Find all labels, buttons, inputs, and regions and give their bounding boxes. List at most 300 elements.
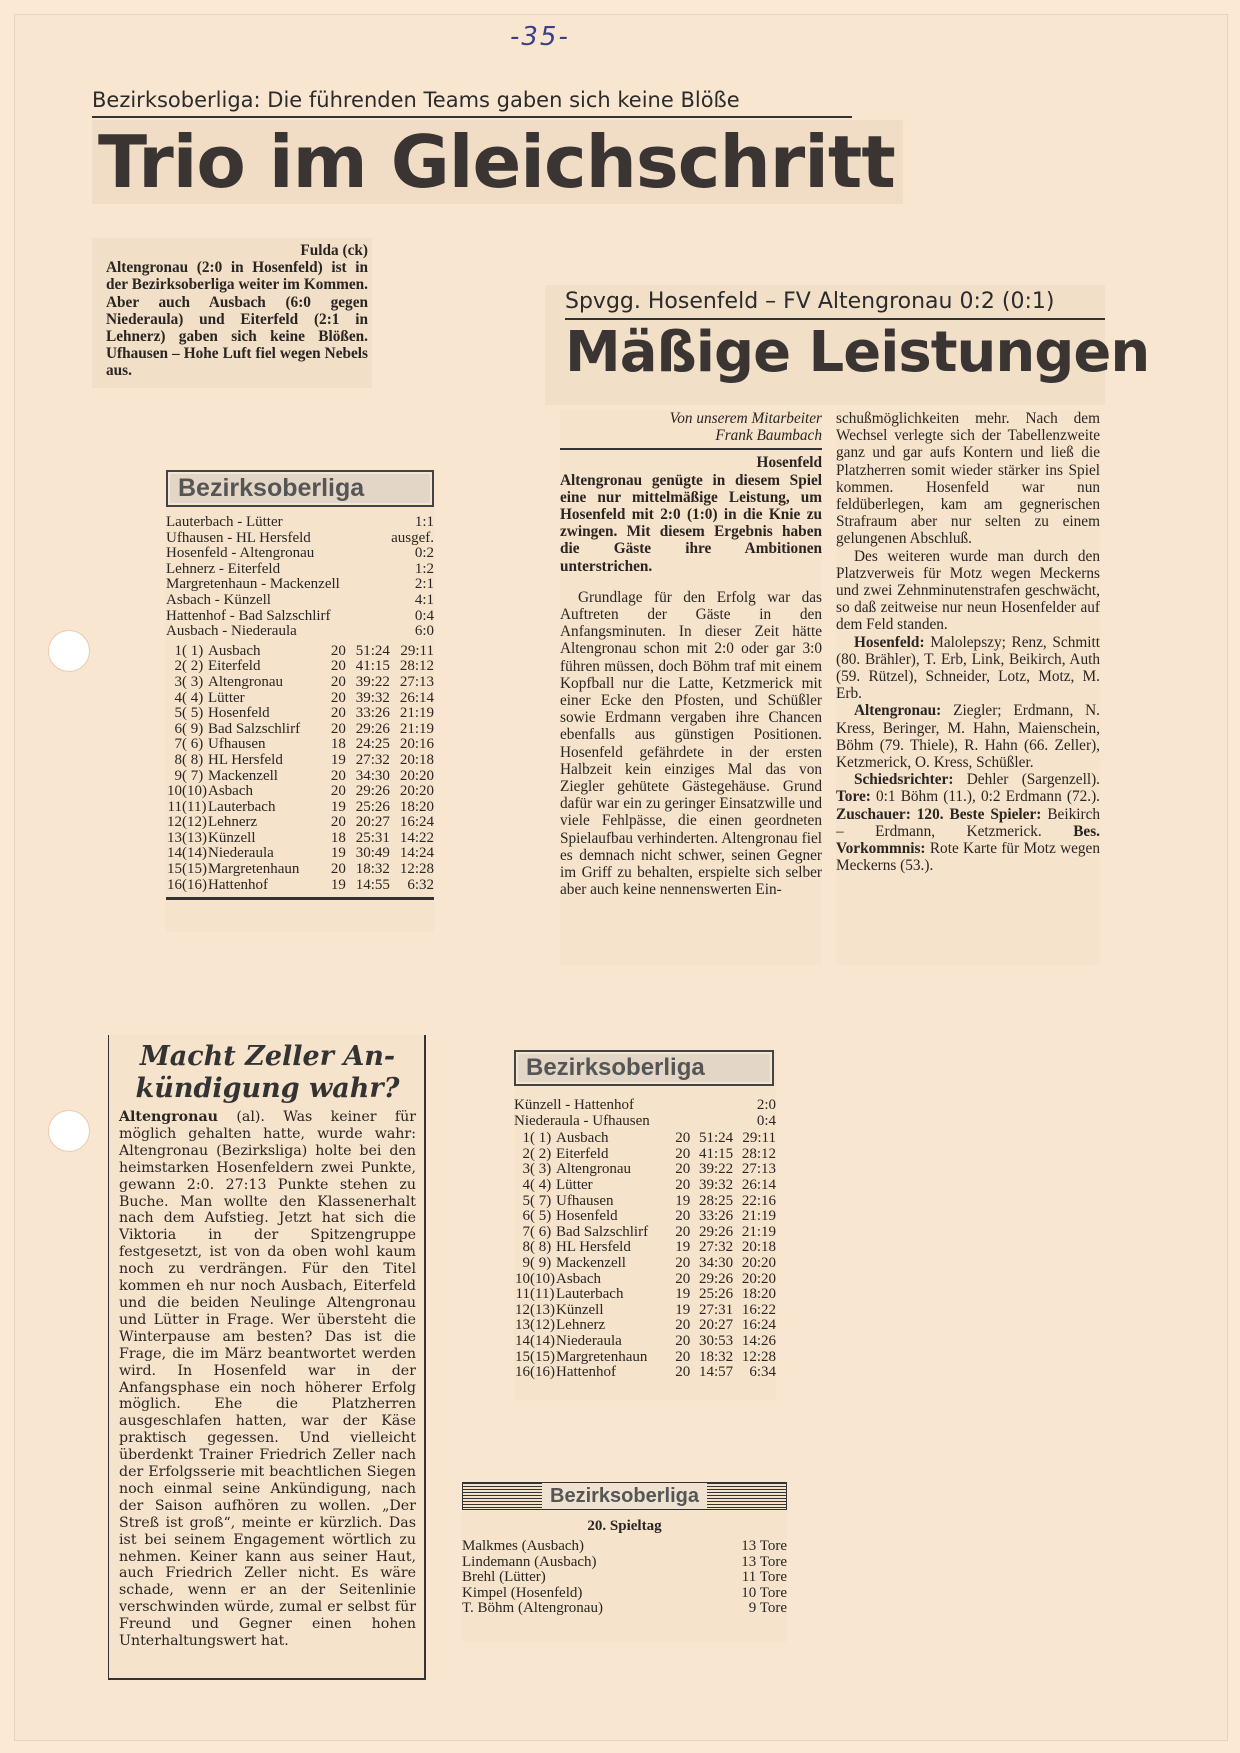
lineup-away: Ziegler; Erdmann, N. Kress, Beringer, M. Hahn, Maienschein, Böhm (79. Thiele), R. Hahn (66. Zeller), Ketzmerick, O. Kress, Schüßler. xyxy=(836,702,1100,772)
goals: 33:26 xyxy=(698,1208,734,1225)
standings-row xyxy=(166,722,434,738)
goals: 0:1 Böhm (11.), 0:2 Erdmann (72.). xyxy=(876,788,1100,806)
match: Ausbach - Niederaula xyxy=(166,623,297,640)
position: 6 xyxy=(522,1208,530,1225)
position: 15 xyxy=(167,861,182,878)
team: Lehnerz xyxy=(556,1317,606,1334)
games: 19 xyxy=(330,876,346,893)
standings-row xyxy=(514,1334,776,1350)
position: 15 xyxy=(515,1348,530,1365)
previous-position: ( 6) xyxy=(530,1223,552,1240)
previous-position: (15) xyxy=(182,861,207,878)
previous-position: ( 6) xyxy=(182,736,204,753)
goals: 29:26 xyxy=(698,1270,734,1287)
scorer-name: T. Böhm (Altengronau) xyxy=(462,1600,603,1617)
standings-row xyxy=(514,1303,776,1319)
goals: 41:15 xyxy=(355,658,390,675)
points: 20:18 xyxy=(399,751,434,768)
headline-line-2: kündigung wahr? xyxy=(135,1073,400,1104)
previous-position: ( 5) xyxy=(182,705,204,722)
result-row xyxy=(166,546,434,562)
position: 1 xyxy=(522,1130,530,1147)
standings-row xyxy=(166,691,434,707)
score: 0:4 xyxy=(414,607,434,624)
scorer-name: Malkmes (Ausbach) xyxy=(462,1538,585,1554)
referee: Dehler (Sargenzell). xyxy=(966,771,1100,789)
position: 8 xyxy=(522,1239,530,1256)
team: Asbach xyxy=(556,1270,601,1287)
previous-position: ( 5) xyxy=(530,1208,552,1225)
previous-position: ( 1) xyxy=(530,1130,552,1147)
score: 0:2 xyxy=(414,545,434,562)
match: Asbach - Künzell xyxy=(166,591,271,608)
scorer-row xyxy=(462,1555,787,1571)
points: 14:22 xyxy=(399,829,434,846)
previous-position: ( 2) xyxy=(182,658,204,675)
standings-row xyxy=(166,769,434,785)
standings-row xyxy=(166,675,434,691)
position: 16 xyxy=(515,1364,530,1381)
goals: 14:57 xyxy=(698,1364,734,1381)
points: 20:20 xyxy=(399,783,434,800)
result-row xyxy=(166,593,434,609)
goals: 27:32 xyxy=(355,751,390,768)
points: 18:20 xyxy=(399,798,434,815)
score: ausgef. xyxy=(391,529,434,546)
position: 8 xyxy=(174,751,182,768)
position: 9 xyxy=(174,767,182,784)
previous-position: (14) xyxy=(530,1332,555,1349)
games: 20 xyxy=(330,767,346,784)
match: Niederaula - Ufhausen xyxy=(514,1112,650,1129)
dateline: Altengronau xyxy=(119,1109,218,1125)
standings-row xyxy=(514,1162,776,1178)
points: 28:12 xyxy=(741,1145,776,1162)
standings-row xyxy=(166,706,434,722)
position: 16 xyxy=(167,876,182,893)
points: 6:34 xyxy=(749,1364,776,1381)
goals: 25:31 xyxy=(355,829,390,846)
games: 20 xyxy=(675,1208,691,1225)
previous-position: ( 8) xyxy=(182,751,204,768)
points: 14:24 xyxy=(399,845,434,862)
goals: 24:25 xyxy=(355,736,390,753)
goals: 14:55 xyxy=(355,876,390,893)
goals: 39:22 xyxy=(355,673,390,690)
referee-label: Schiedsrichter: xyxy=(854,771,954,789)
games: 20 xyxy=(675,1254,691,1271)
result-row xyxy=(166,609,434,625)
games: 20 xyxy=(330,720,346,737)
punch-hole-bottom xyxy=(48,1110,90,1152)
team: Altengronau xyxy=(208,673,283,690)
paragraph: Grundlage für den Erfolg war das Auftreten der Gäste in den Anfangsminuten. In dieser Zeit hätte Altengronau schon mit 2:0 oder gar 3:0 führen müssen, doch Böhm traf mit einem Kopfball nur die Latte, Ketzmerick mit einer Ecke den Pfosten, und Schüßler sowie Erdmann vergaben ihre Chancen ebenfalls aus günstigen Positionen. Hosenfeld gefährdete in der ersten Halbzeit kein einziges Mal das von Ziegler gehütete Gästegehäuse. Grund dafür war ein zu geringer Einsatzwille und viele Fehlpässe, die einen geordneten Spielaufbau verhinderten. Altengronau fiel es demnach nicht schwer, seinen Gegner im Griff zu behalten, erspielte sich selber aber auch keine nennenswerten Ein- xyxy=(560,588,822,899)
scorer-row xyxy=(462,1601,787,1617)
scorer-goals: 13 Tore xyxy=(741,1553,787,1570)
previous-position: (10) xyxy=(182,783,207,800)
team: Künzell xyxy=(208,829,256,846)
points: 18:20 xyxy=(741,1286,776,1303)
previous-position: (13) xyxy=(530,1301,555,1318)
result-row xyxy=(514,1098,776,1114)
article-zeller xyxy=(108,1035,426,1680)
games: 20 xyxy=(675,1223,691,1240)
games: 20 xyxy=(675,1332,691,1349)
standings-row xyxy=(514,1194,776,1210)
dateline: Fulda (ck) xyxy=(300,242,368,259)
scorer-goals: 10 Tore xyxy=(741,1584,787,1601)
team: Bad Salzschlirf xyxy=(208,720,301,737)
previous-position: ( 4) xyxy=(530,1176,552,1193)
goals: 29:26 xyxy=(355,783,390,800)
spectators-label: Zuschauer: xyxy=(836,805,911,823)
match: Künzell - Hattenhof xyxy=(514,1097,634,1113)
standings-row xyxy=(166,815,434,831)
article-headline: Mäßige Leistungen xyxy=(565,320,1150,385)
points: 16:24 xyxy=(741,1317,776,1334)
position: 3 xyxy=(174,673,182,690)
points: 21:19 xyxy=(399,720,434,737)
standings-row xyxy=(166,846,434,862)
previous-position: (11) xyxy=(530,1286,555,1303)
position: 14 xyxy=(167,845,182,862)
previous-position: ( 9) xyxy=(530,1254,552,1271)
article-trio xyxy=(92,88,895,218)
games: 19 xyxy=(330,845,346,862)
team: Ausbach xyxy=(208,642,261,659)
best-players-label: Beste Spieler: xyxy=(949,805,1042,823)
match: Ufhausen - HL Hersfeld xyxy=(166,529,311,546)
standings-row xyxy=(514,1350,776,1366)
position: 4 xyxy=(522,1176,530,1193)
team: Lauterbach xyxy=(208,798,276,815)
position: 2 xyxy=(522,1145,530,1162)
position: 4 xyxy=(174,689,182,706)
lineup-label: Hosenfeld: xyxy=(854,633,925,651)
points: 6:32 xyxy=(407,876,434,893)
team: Ausbach xyxy=(556,1130,609,1147)
result-row xyxy=(166,515,434,531)
incidents: Rote Karte für Motz wegen Meckerns (53.). xyxy=(836,840,1100,875)
previous-position: ( 7) xyxy=(530,1192,552,1209)
position: 13 xyxy=(515,1317,530,1334)
games: 20 xyxy=(675,1176,691,1193)
score: 0:4 xyxy=(756,1112,776,1129)
goals: 28:25 xyxy=(698,1192,734,1209)
games: 20 xyxy=(330,783,346,800)
spectators: 120. xyxy=(916,805,944,823)
headline-line-1: Macht Zeller An- xyxy=(139,1041,396,1072)
team: Hosenfeld xyxy=(556,1208,618,1225)
incidents-label: Bes. Vorkommnis: xyxy=(836,822,1100,858)
games: 19 xyxy=(330,751,346,768)
position: 11 xyxy=(167,798,182,815)
scorers-subtitle: 20. Spieltag xyxy=(587,1518,662,1534)
scorer-row xyxy=(462,1586,787,1602)
points: 29:11 xyxy=(400,642,434,659)
team: Lehnerz xyxy=(208,814,258,831)
previous-position: ( 7) xyxy=(182,767,204,784)
games: 20 xyxy=(675,1130,691,1147)
team: Mackenzell xyxy=(556,1254,626,1271)
match: Margretenhaun - Mackenzell xyxy=(166,576,340,593)
goals: 25:26 xyxy=(698,1286,734,1303)
position: 12 xyxy=(167,814,182,831)
games: 18 xyxy=(330,829,346,846)
standings-row xyxy=(514,1209,776,1225)
team: Ufhausen xyxy=(208,736,266,753)
previous-position: (15) xyxy=(530,1348,555,1365)
games: 20 xyxy=(675,1317,691,1334)
position: 2 xyxy=(174,658,182,675)
scorer-name: Brehl (Lütter) xyxy=(462,1569,546,1586)
previous-position: ( 8) xyxy=(530,1239,552,1256)
paragraph: Des weiteren wurde man durch den Platzverweis für Motz wegen Meckerns und zwei Zehnminutenstrafen geschwächt, so daß zeitweise nur neun Hosenfelder auf dem Feld standen. xyxy=(836,547,1100,634)
points: 20:20 xyxy=(741,1270,776,1287)
previous-position: (12) xyxy=(182,814,207,831)
page-number: -35- xyxy=(510,22,570,52)
table-title: Bezirksoberliga xyxy=(514,1050,774,1086)
lead-text: Altengronau (2:0 in Hosenfeld) ist in der Bezirksoberliga weiter im Kommen. Aber auch Ausbach (6:0 gegen Niederaula) und Eiterfeld (2:1 in Lehnerz) gaben sich keine Blößen. Ufhausen – Hohe Luft fiel wegen Nebels aus. xyxy=(106,259,368,380)
points: 21:19 xyxy=(741,1223,776,1240)
team: Bad Salzschlirf xyxy=(556,1223,649,1240)
score: 6:0 xyxy=(414,623,434,640)
scorer-goals: 13 Tore xyxy=(741,1538,787,1554)
dateline: Hosenfeld xyxy=(756,454,822,472)
team: Margretenhaun xyxy=(556,1348,648,1365)
result-row xyxy=(166,562,434,578)
points: 20:16 xyxy=(399,736,434,753)
games: 19 xyxy=(675,1286,691,1303)
goals: 39:32 xyxy=(355,689,390,706)
games: 20 xyxy=(330,861,346,878)
games: 20 xyxy=(330,689,346,706)
position: 10 xyxy=(515,1270,530,1287)
previous-position: (14) xyxy=(182,845,207,862)
result-row xyxy=(166,531,434,547)
previous-position: (11) xyxy=(182,798,207,815)
standings-table-1 xyxy=(166,470,434,932)
games: 19 xyxy=(675,1192,691,1209)
games: 20 xyxy=(330,814,346,831)
games: 19 xyxy=(330,798,346,815)
position: 7 xyxy=(174,736,182,753)
previous-position: (12) xyxy=(530,1317,555,1334)
standings-row xyxy=(514,1178,776,1194)
points: 16:22 xyxy=(741,1301,776,1318)
goals: 39:22 xyxy=(698,1161,734,1178)
lead-text: Altengronau genügte in diesem Spiel eine nur mittelmäßige Leistung, um Hosenfeld mit 2:0 (1:0) in die Knie zu zwingen. Mit diesem Ergebnis haben die Gäste ihre Ambitionen unterstrichen. xyxy=(560,471,822,575)
position: 6 xyxy=(174,720,182,737)
paragraph: schußmöglichkeiten mehr. Nach dem Wechsel verlegte sich der Tabellenzweite ganz und gar aufs Kontern und ließ die Platzherren somit wieder stärker ins Spiel kommen. Hosenfeld war nun feldüberlegen, kam am gegnerischen Strafraum aber nur selten zu einem gelungenen Abschluß. xyxy=(836,410,1100,548)
team: HL Hersfeld xyxy=(208,751,283,768)
standings-row xyxy=(514,1147,776,1163)
standings-row xyxy=(166,800,434,816)
standings-row xyxy=(514,1240,776,1256)
points: 29:11 xyxy=(742,1130,776,1147)
standings-row xyxy=(514,1256,776,1272)
byline-author: Frank Baumbach xyxy=(560,427,822,450)
standings-row xyxy=(166,784,434,800)
previous-position: ( 3) xyxy=(530,1161,552,1178)
scorer-row xyxy=(462,1539,787,1555)
standings-table-2 xyxy=(514,1050,776,1400)
points: 21:19 xyxy=(741,1208,776,1225)
position: 7 xyxy=(522,1223,530,1240)
scorer-goals: 11 Tore xyxy=(741,1569,787,1586)
games: 19 xyxy=(675,1239,691,1256)
score: 2:1 xyxy=(414,576,434,593)
team: Ufhausen xyxy=(556,1192,614,1209)
team: Eiterfeld xyxy=(208,658,261,675)
team: Hattenhof xyxy=(208,876,268,893)
points: 20:20 xyxy=(399,767,434,784)
team: Niederaula xyxy=(556,1332,622,1349)
points: 26:14 xyxy=(741,1176,776,1193)
goals: 27:31 xyxy=(698,1301,734,1318)
divider xyxy=(166,897,434,900)
result-row xyxy=(166,577,434,593)
previous-position: ( 1) xyxy=(182,642,204,659)
previous-position: (16) xyxy=(530,1364,555,1381)
points: 12:28 xyxy=(399,861,434,878)
points: 16:24 xyxy=(399,814,434,831)
position: 12 xyxy=(515,1301,530,1318)
goals: 27:32 xyxy=(698,1239,734,1256)
points: 14:26 xyxy=(741,1332,776,1349)
article-kicker: Bezirksoberliga: Die führenden Teams gaben sich keine Blöße xyxy=(92,88,852,118)
standings-row xyxy=(166,862,434,878)
points: 20:18 xyxy=(741,1239,776,1256)
previous-position: ( 9) xyxy=(182,720,204,737)
games: 20 xyxy=(330,642,346,659)
score: 1:2 xyxy=(414,560,434,577)
position: 11 xyxy=(515,1286,530,1303)
team: Niederaula xyxy=(208,845,274,862)
games: 18 xyxy=(330,736,346,753)
points: 26:14 xyxy=(399,689,434,706)
byline: Von unserem Mitarbeiter xyxy=(669,410,822,427)
top-scorers xyxy=(462,1482,787,1642)
games: 20 xyxy=(330,705,346,722)
goals: 39:32 xyxy=(698,1176,734,1193)
team: Eiterfeld xyxy=(556,1145,609,1162)
standings-row xyxy=(514,1225,776,1241)
points: 20:20 xyxy=(741,1254,776,1271)
position: 13 xyxy=(167,829,182,846)
standings-row xyxy=(514,1131,776,1147)
previous-position: ( 4) xyxy=(182,689,204,706)
position: 5 xyxy=(174,705,182,722)
article-maessige-col1 xyxy=(560,410,822,965)
goals: 34:30 xyxy=(698,1254,734,1271)
best-players: Beikirch – Erdmann, Ketzmerick. xyxy=(836,805,1101,840)
games: 20 xyxy=(675,1364,691,1381)
team: Altengronau xyxy=(556,1161,631,1178)
points: 27:13 xyxy=(399,673,434,690)
team: Margretenhaun xyxy=(208,861,300,878)
scorers-title: Bezirksoberliga xyxy=(542,1483,707,1509)
position: 10 xyxy=(167,783,182,800)
team: Mackenzell xyxy=(208,767,278,784)
team: Lauterbach xyxy=(556,1286,624,1303)
previous-position: ( 3) xyxy=(182,673,204,690)
team: Hosenfeld xyxy=(208,705,270,722)
standings-row xyxy=(514,1272,776,1288)
previous-position: (10) xyxy=(530,1270,555,1287)
position: 3 xyxy=(522,1161,530,1178)
team: Lütter xyxy=(208,689,245,706)
goals: 51:24 xyxy=(698,1130,734,1147)
standings-row xyxy=(166,659,434,675)
standings-row xyxy=(166,831,434,847)
standings-row xyxy=(514,1318,776,1334)
scorers-header xyxy=(462,1482,787,1510)
team: HL Hersfeld xyxy=(556,1239,631,1256)
games: 20 xyxy=(675,1161,691,1178)
goals: 20:27 xyxy=(698,1317,734,1334)
goals: 30:53 xyxy=(698,1332,734,1349)
games: 20 xyxy=(330,658,346,675)
position: 14 xyxy=(515,1332,530,1349)
goals: 51:24 xyxy=(355,642,390,659)
previous-position: (13) xyxy=(182,829,207,846)
goals: 41:15 xyxy=(698,1145,734,1162)
article-kicker: Spvgg. Hosenfeld – FV Altengronau 0:2 (0:1) xyxy=(565,289,1105,320)
position: 5 xyxy=(522,1192,530,1209)
scorer-goals: 9 Tore xyxy=(748,1600,787,1617)
previous-position: ( 2) xyxy=(530,1145,552,1162)
result-row xyxy=(514,1114,776,1130)
article-maessige xyxy=(545,285,1150,405)
goals-label: Tore: xyxy=(836,788,871,806)
points: 28:12 xyxy=(399,658,434,675)
match: Lauterbach - Lütter xyxy=(166,514,283,530)
games: 20 xyxy=(675,1145,691,1162)
games: 20 xyxy=(675,1270,691,1287)
lineup-label: Altengronau: xyxy=(854,702,942,720)
goals: 18:32 xyxy=(698,1348,734,1365)
article-headline: Trio im Gleichschritt xyxy=(92,120,903,204)
games: 20 xyxy=(330,673,346,690)
score: 1:1 xyxy=(414,514,434,530)
position: 1 xyxy=(174,642,182,659)
score: 2:0 xyxy=(756,1097,776,1113)
scorer-row xyxy=(462,1570,787,1586)
points: 21:19 xyxy=(399,705,434,722)
article-maessige-col2 xyxy=(836,410,1100,965)
team: Lütter xyxy=(556,1176,593,1193)
punch-hole-top xyxy=(48,630,90,672)
goals: 33:26 xyxy=(355,705,390,722)
goals: 34:30 xyxy=(355,767,390,784)
team: Künzell xyxy=(556,1301,604,1318)
standings-row xyxy=(166,878,434,894)
position: 9 xyxy=(522,1254,530,1271)
article-trio-lead xyxy=(92,238,372,388)
previous-position: (16) xyxy=(182,876,207,893)
standings-row xyxy=(166,644,434,660)
team: Asbach xyxy=(208,783,253,800)
goals: 29:26 xyxy=(698,1223,734,1240)
goals: 20:27 xyxy=(355,814,390,831)
standings-row xyxy=(514,1365,776,1381)
goals: 29:26 xyxy=(355,720,390,737)
points: 12:28 xyxy=(741,1348,776,1365)
team: Hattenhof xyxy=(556,1364,616,1381)
scorer-name: Kimpel (Hosenfeld) xyxy=(462,1584,583,1601)
scorer-name: Lindemann (Ausbach) xyxy=(462,1553,597,1570)
